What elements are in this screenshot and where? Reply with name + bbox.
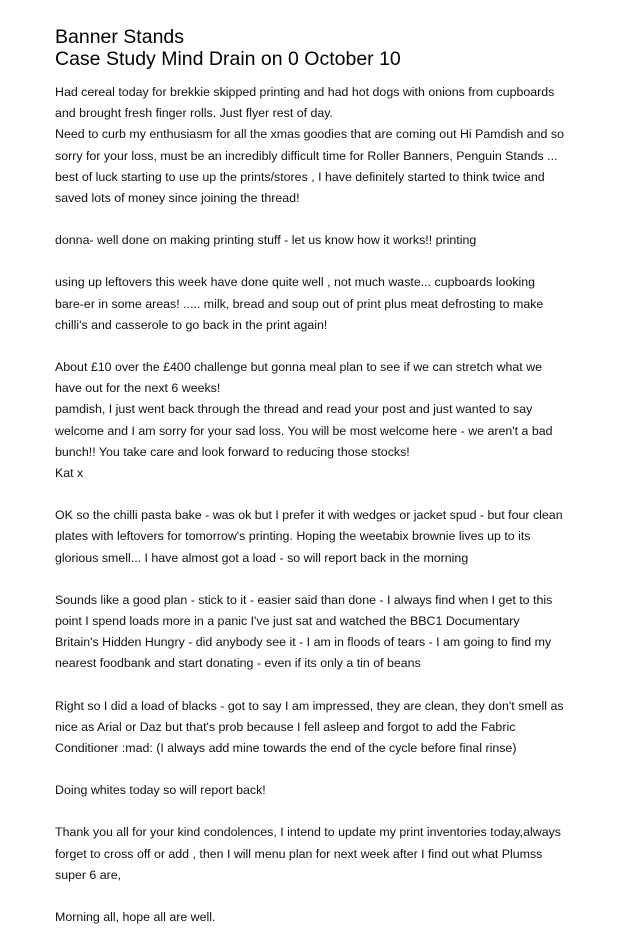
document-page — [55, 26, 615, 949]
document-header — [55, 26, 615, 70]
paragraph-4: About £10 over the £400 challenge but gonna meal plan to see if we can stretch what we have out for the next 6 weeks! pamdish, I just went back through the thread and read your post and just wanted to say welcome and I am sorry for your sad loss. You will be most welcome here - we aren't a bad bunch!! You take care and look forward to reducing those stocks! Kat x — [55, 360, 553, 481]
paragraph-1: Had cereal today for brekkie skipped printing and had hot dogs with onions from cupboards and brought fresh finger rolls. Just flyer rest of day. Need to curb my enthusiasm for all the xmas goodies that are coming out Hi Pamdish and so sorry for your loss, must be an incredibly difficult time for Roller Banners, Penguin Stands ... best of luck starting to use up the prints/stores , I have definitely started to think twice and saved lots of money since joining the thread! — [55, 85, 564, 206]
paragraph-6: Sounds like a good plan - stick to it - easier said than done - I always find when I get to this point I spend loads more in a panic I've just sat and watched the BBC1 Documentary Britain's Hidden Hungry - did anybody see it - I am in floods of tears - I am going to find my nearest foodbank and start donating - even if its only a tin of beans — [55, 592, 553, 671]
document-title: Banner Stands — [55, 26, 185, 48]
paragraph-2: donna- well done on making printing stuff - let us know how it works!! printing — [55, 233, 477, 248]
paragraph-7: Right so I did a load of blacks - got to say I am impressed, they are clean, they don't smell as nice as Arial or Daz but that's prob because I fell asleep and forgot to add the Fabric Conditioner :mad: (I always add mine towards the end of the cycle before final rinse) — [55, 698, 564, 756]
paragraph-5: OK so the chilli pasta bake - was ok but I prefer it with wedges or jacket spud - but four clean plates with leftovers for tomorrow's printing. Hoping the weetabix brownie lives up to its glorious smell... I have almost got a load - so will report back in the morning — [55, 508, 563, 565]
paragraph-3: using up leftovers this week have done quite well , not much waste... cupboards looking bare-er in some areas! ..... milk, bread and soup out of print plus meat defrosting to make chilli's and casserole to go back in the print again! — [55, 275, 544, 332]
paragraph-8: Doing whites today so will report back! — [55, 783, 266, 798]
paragraph-10: Morning all, hope all are well. — [55, 910, 216, 925]
paragraph-9: Thank you all for your kind condolences, I intend to update my print inventories today,always forget to cross off or add , then I will menu plan for next week after I find out what Plumss super 6 are, — [55, 825, 562, 882]
document-body — [55, 82, 615, 928]
document-subtitle: Case Study Mind Drain on 0 October 10 — [55, 48, 401, 70]
